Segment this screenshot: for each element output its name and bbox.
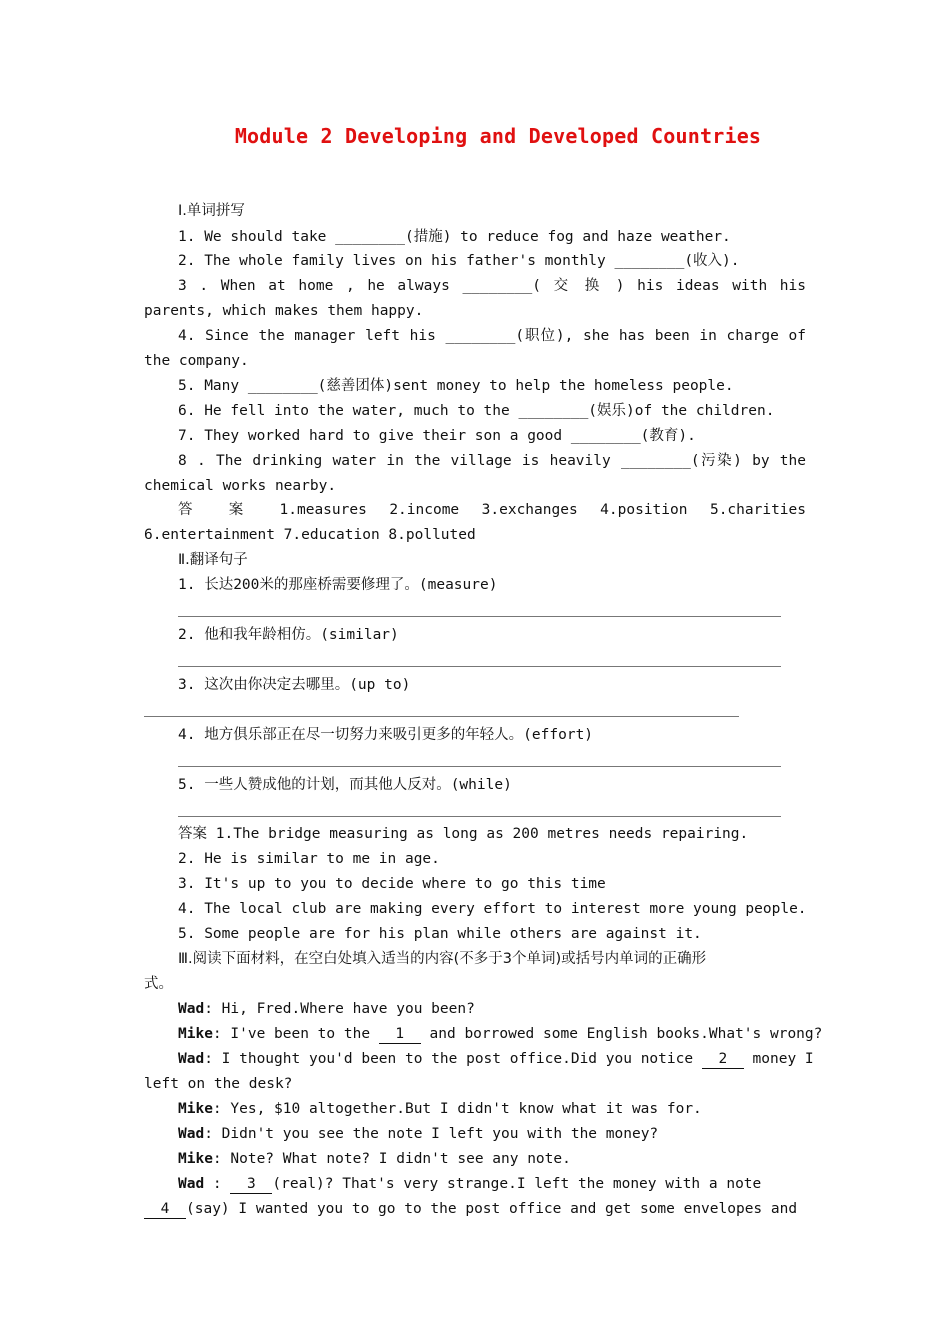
dialogue-line-7 bbox=[178, 1175, 806, 1194]
dialogue-line-4 bbox=[178, 1100, 806, 1118]
speaker-mike: Mike bbox=[178, 1026, 213, 1042]
dialogue-text: (real)? That's very strange.I left the money with a note bbox=[272, 1176, 762, 1192]
vocab-question-8-line-2: chemical works nearby. bbox=[144, 478, 337, 494]
dialogue-line-3 bbox=[178, 1050, 814, 1069]
answer-line-5 bbox=[178, 816, 781, 817]
answer-line-3 bbox=[144, 716, 739, 717]
dialogue-line-5 bbox=[178, 1125, 806, 1143]
dialogue-text: (say) I wanted you to go to the post office and get some envelopes and bbox=[186, 1201, 798, 1217]
vocab-answers-line-1: 答 案 1.measures 2.income 3.exchanges 4.position 5.charities bbox=[178, 502, 806, 518]
translate-answer-4: 4. The local club are making every effort to interest more young people. bbox=[178, 901, 807, 917]
answer-line-2 bbox=[178, 666, 781, 667]
translate-answer-5: 5. Some people are for his plan while others are against it. bbox=[178, 926, 702, 942]
vocab-answers-line-2: 6.entertainment 7.education 8.polluted bbox=[144, 527, 476, 543]
vocab-question-6: 6. He fell into the water, much to the ________(娱乐)of the children. bbox=[178, 403, 775, 419]
dialogue-text: : Hi, Fred.Where have you been? bbox=[204, 1001, 475, 1017]
vocab-question-2: 2. The whole family lives on his father's monthly ________(收入). bbox=[178, 253, 740, 269]
translate-question-3: 3. 这次由你决定去哪里。(up to) bbox=[178, 677, 411, 693]
speaker-wad: Wad bbox=[178, 1176, 205, 1192]
speaker-mike: Mike bbox=[178, 1101, 213, 1117]
vocab-question-8-line-1: 8 . The drinking water in the village is heavily ________(污染) by the bbox=[178, 453, 806, 469]
dialogue-text: : Yes, $10 altogether.But I didn't know what it was for. bbox=[212, 1101, 702, 1117]
dialogue-line-3b: left on the desk? bbox=[144, 1076, 293, 1092]
blank-1[interactable]: 1 bbox=[379, 1025, 421, 1044]
speaker-wad: Wad bbox=[178, 1051, 205, 1067]
vocab-question-3-line-2: parents, which makes them happy. bbox=[144, 303, 424, 319]
vocab-question-5: 5. Many ________(慈善团体)sent money to help the homeless people. bbox=[178, 378, 734, 394]
speaker-wad: Wad bbox=[178, 1126, 205, 1142]
vocab-question-3-line-1: 3 . When at home , he always ________( 交 换 ) his ideas with his bbox=[178, 278, 806, 294]
blank-2[interactable]: 2 bbox=[702, 1050, 744, 1069]
blank-3[interactable]: 3 bbox=[230, 1175, 272, 1194]
dialogue-text: and borrowed some English books.What's wrong? bbox=[420, 1026, 823, 1042]
dialogue-line-8 bbox=[144, 1200, 806, 1219]
section-1-heading: Ⅰ.单词拼写 bbox=[178, 203, 245, 219]
vocab-question-4-line-1: 4. Since the manager left his ________(职位), she has been in charge of bbox=[178, 328, 806, 344]
translate-answer-1: 答案 1.The bridge measuring as long as 200 metres needs repairing. bbox=[178, 826, 749, 842]
translate-question-4: 4. 地方俱乐部正在尽一切努力来吸引更多的年轻人。(effort) bbox=[178, 727, 594, 743]
dialogue-line-1 bbox=[178, 1000, 806, 1018]
dialogue-line-6 bbox=[178, 1150, 806, 1168]
section-3-heading-line-1: Ⅲ.阅读下面材料，在空白处填入适当的内容(不多于3个单词)或括号内单词的正确形 bbox=[178, 951, 707, 967]
vocab-question-1: 1. We should take ________(措施) to reduce fog and haze weather. bbox=[178, 229, 731, 245]
dialogue-text: money I bbox=[743, 1051, 814, 1067]
speaker-wad: Wad bbox=[178, 1001, 205, 1017]
dialogue-text: : Didn't you see the note I left you with the money? bbox=[204, 1126, 659, 1142]
translate-question-5: 5. 一些人赞成他的计划，而其他人反对。(while) bbox=[178, 777, 512, 793]
dialogue-text: : I thought you'd been to the post office.Did you notice bbox=[204, 1051, 702, 1067]
vocab-question-7: 7. They worked hard to give their son a good ________(教育). bbox=[178, 428, 696, 444]
answer-line-1 bbox=[178, 616, 781, 617]
answer-line-4 bbox=[178, 766, 781, 767]
translate-answer-2: 2. He is similar to me in age. bbox=[178, 851, 440, 867]
section-2-heading: Ⅱ.翻译句子 bbox=[178, 552, 248, 568]
section-3-heading-line-2: 式。 bbox=[144, 976, 173, 992]
translate-question-2: 2. 他和我年龄相仿。(similar) bbox=[178, 627, 399, 643]
speaker-mike: Mike bbox=[178, 1151, 213, 1167]
dialogue-text: : bbox=[204, 1176, 231, 1192]
dialogue-text: : I've been to the bbox=[212, 1026, 379, 1042]
dialogue-line-2 bbox=[178, 1025, 823, 1044]
translate-question-1: 1. 长达200米的那座桥需要修理了。(measure) bbox=[178, 577, 498, 593]
page-title: Module 2 Developing and Developed Countries bbox=[234, 124, 762, 148]
dialogue-text: : Note? What note? I didn't see any note. bbox=[212, 1151, 571, 1167]
vocab-question-4-line-2: the company. bbox=[144, 353, 249, 369]
translate-answer-3: 3. It's up to you to decide where to go this time bbox=[178, 876, 606, 892]
blank-4[interactable]: 4 bbox=[144, 1200, 186, 1219]
